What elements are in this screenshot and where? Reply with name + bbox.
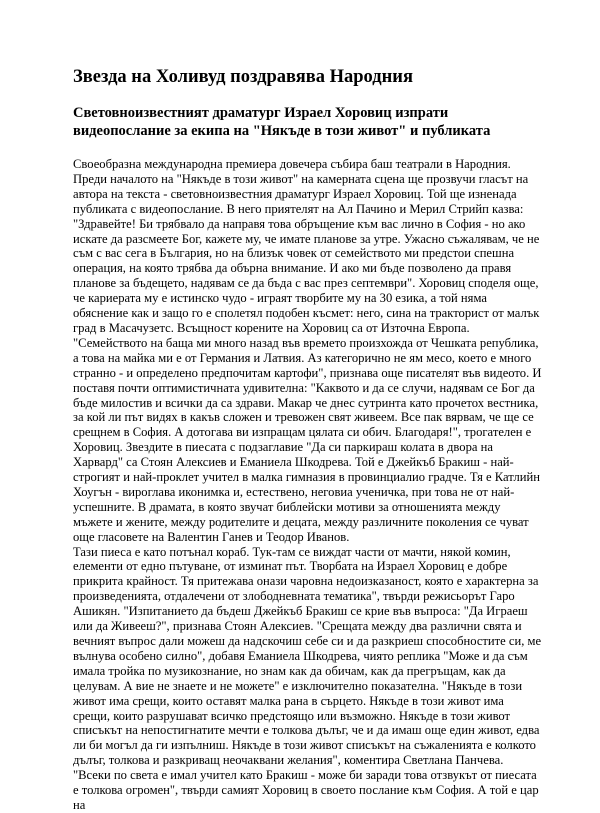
article-paragraph: Своеобразна международна премиера довечера събира баш театрали в Народния. Преди началото на "Някъде в този живот" на камерната сцена ще прозвучи гласът на автора на текста - световноизвестния драматург Израел Хоровиц. Той ще изненада публиката с видеопослание. В него приятелят на Ал Пачино и Мерил Стрийп казва: "Здравейте! Би трябвало да направя това обръщение към вас лично в София - но ако искате да разсмеете Бог, кажете му, че имате планове за утре. Ужасно съжалявам, че не съм с вас сега в България, но на близък човек от семейството ми предстои спешна операция, на която трябва да обърна внимание. И ако ми бъде позволено да правя планове за бъдещето, надявам се да бъда с вас през септември". Хоровиц споделя още, че кариерата му е истинско чудо - играят творбите му на 30 езика, а той няма обяснение как и защо го е сполетял подобен късмет: него, сина на тракторист от малък град в Масачузетс. Всъщност корените на Хоровиц са от Източна Европа. <box>73 157 540 335</box>
article-paragraph: "Семейството на баща ми много назад във времето произхожда от Чешката република, а това на майка ми е от Германия и Латвия. Аз категорично не ям месо, което е много странно - и определено предпочитам картофи", признава още писателят във видеото. И поставя почти оптимистичната удивителна: "Каквото и да се случи, надявам се Бог да бъде милостив и всички да са здрави. Макар че днес сутринта като прочетох вестника, за кой ли път видях в какъв сложен и тревожен свят живеем. Все пак вярвам, че ще се срещнем в София. А дотогава ви изпращам цялата си обич. Благодаря!", трогателен е Хоровиц. Звездите в пиесата с подзаглавие "Да си паркираш колата в двора на Харвард" са Стоян Алексиев и Еманиела Шкодрева. Той е Джейкъб Бракиш - най-строгият и най-проклет учител в малка гимназия в провинциалио градче. Тя е Катлийн Хоугън - вироглава иконимка и, естествено, неговиа ученичка, при това не от най-успешните. В драмата, в която звучат библейски мотиви за отношенията между мъжете и жените, между родителите и децата, между различните поколения се чуват още гласовете на Валентин Ганев и Теодор Иванов. <box>73 335 542 544</box>
article-paragraph: Тази пиеса е като потънал кораб. Тук-там се виждат части от мачти, някой комин, елементи от едно пътуване, от изминат път. Творбата на Израел Хоровиц е добре прикрита крайност. Тя притежава онази чаровна недоизказаност, която е характерна за произведенията, отдалечени от злободневната тематика", твърди режисьорът Гаро Ашикян. "Изпитанието да бъдеш Джейкъб Бракиш се крие във въпроса: "Да Играеш или да Живееш?", признава Стоян Алексиев. "Срещата между два различни свята и вечният въпрос дали можеш да надскочиш себе си и да разкриеш способностите си, ме вълнува особено силно", добавя Еманиела Шкодрева, чиято реплика "Може и да съм имала тройка по музикознание, но знам как да обичам, как да прегръщам, как да целувам. А вие не знаете и не можете" е изключително показателна. "Някъде в този живот има срещи, които оставят малка рана в сърцето. Някъде в този живот има срещи, които разрушават всичко предстоящо или възможно. Някъде в този живот списъкът на непостигнатите мечти е толкова дълъг, че и да имаш още един живот, едва ли би могъл да ги изпълниш. Някъде в този живот списъкът на съжаленията е колкото дълъг, толкова и разкриващ неочаквани желания", коментира Светлана Панчева. <box>73 544 542 768</box>
article-title: Звезда на Холивуд поздравява Народния <box>73 67 413 87</box>
article-subtitle: Световноизвестният драматург Израел Хоровиц изпрати видеопослание за екипа на "Някъде в този живот" и публиката <box>73 105 491 139</box>
article-paragraph: "Всеки по света е имал учител като Бракиш - може би заради това отзвукът от пиесата е толкова огромен", твърди самият Хоровиц в своето послание към София. А той е цар на <box>73 768 539 812</box>
article-body <box>73 157 543 813</box>
